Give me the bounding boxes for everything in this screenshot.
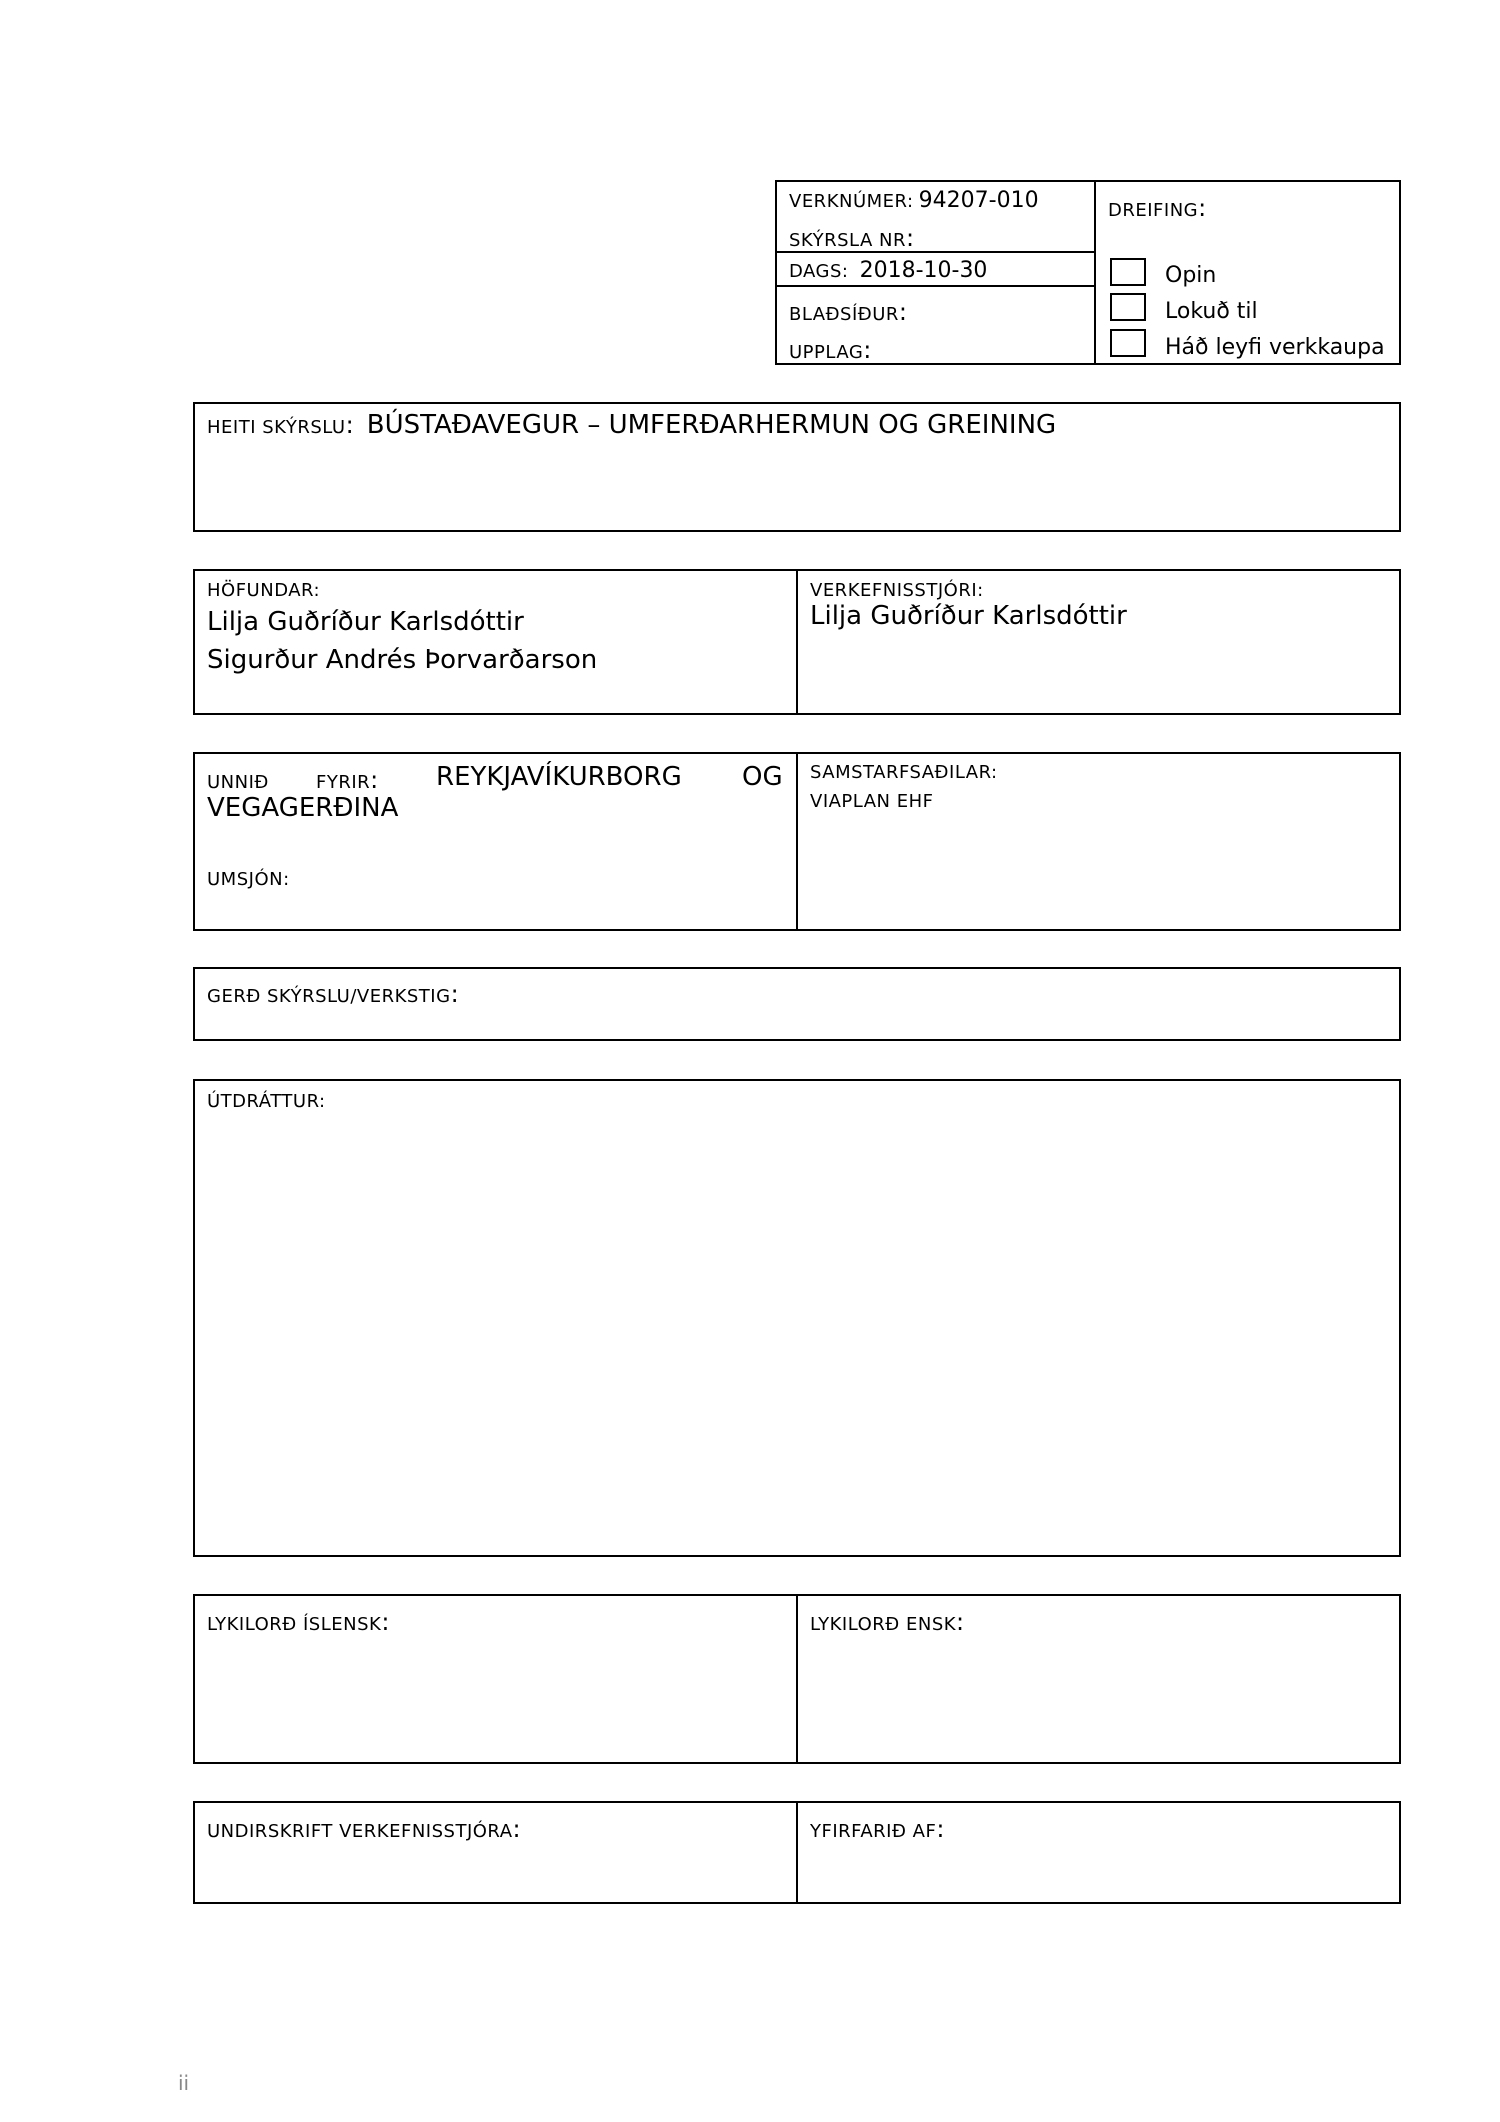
dreifing-opin-label: Opin	[1165, 263, 1217, 288]
report-info-rule-2	[775, 285, 1096, 287]
upplag-row	[789, 336, 871, 364]
authors-divider	[796, 569, 798, 715]
dreifing-colon: :	[1198, 194, 1207, 222]
title-row	[207, 410, 1056, 440]
signature-divider	[796, 1801, 798, 1904]
dreifing-opin-checkbox[interactable]	[1110, 258, 1146, 286]
upplag-label: UPPLAG	[789, 342, 864, 363]
keywords-en-label: LYKILORÐ ENSK	[810, 1614, 957, 1635]
abstract-label: ÚTDRÁTTUR:	[207, 1091, 326, 1112]
skyrsla-nr-row	[789, 224, 914, 252]
samstarfsadilar-label: SAMSTARFSAÐILAR:	[810, 762, 998, 783]
report-type-label: GERÐ SKÝRSLU/VERKSTIG	[207, 986, 451, 1007]
signature-colon: :	[512, 1815, 521, 1843]
fyrir-label-row	[316, 766, 378, 794]
dags-value: 2018-10-30	[859, 258, 988, 283]
skyrsla-nr-colon: :	[905, 224, 915, 252]
report-type-colon: :	[450, 980, 459, 1008]
signature-row	[207, 1815, 521, 1843]
dreifing-label: DREIFING	[1108, 200, 1199, 221]
keywords-is-label: LYKILORÐ ÍSLENSK	[207, 1614, 382, 1635]
dags-row	[789, 258, 987, 283]
upplag-colon: :	[863, 336, 872, 364]
keywords-divider	[796, 1594, 798, 1764]
dreifing-lokud-label: Lokuð til	[1165, 299, 1258, 324]
dags-label: DAGS:	[789, 261, 849, 282]
page-number: ii	[178, 2071, 190, 2095]
skyrsla-nr-label: SKÝRSLA NR	[789, 230, 906, 251]
author-name: Lilja Guðríður Karlsdóttir	[207, 607, 524, 637]
bladsidur-colon: :	[898, 298, 908, 326]
client-name-part: OG	[742, 762, 783, 792]
reviewed-by-colon: :	[936, 1815, 945, 1843]
dreifing-lokud-checkbox[interactable]	[1110, 293, 1146, 321]
dreifing-had-leyfi-label: Háð leyfi verkkaupa	[1165, 335, 1385, 360]
client-name-part: VEGAGERÐINA	[207, 793, 399, 823]
reviewed-by-label: YFIRFARIÐ AF	[810, 1821, 937, 1842]
umsjon-label: UMSJÓN:	[207, 869, 290, 890]
dreifing-row	[1108, 194, 1206, 222]
client-name-part: REYKJAVÍKURBORG	[436, 762, 682, 792]
author-name: Sigurður Andrés Þorvarðarson	[207, 645, 598, 675]
keywords-en-row	[810, 1608, 964, 1636]
report-type-row	[207, 980, 459, 1008]
signature-label: UNDIRSKRIFT VERKEFNISSTJÓRA	[207, 1821, 513, 1842]
keywords-is-row	[207, 1608, 389, 1636]
reviewed-by-row	[810, 1815, 944, 1843]
bladsidur-row	[789, 298, 907, 326]
verknumer-value: 94207-010	[918, 188, 1039, 213]
samstarfsadilar-value: VIAPLAN EHF	[810, 791, 934, 812]
title-colon: :	[345, 411, 354, 439]
bladsidur-label: BLAÐSÍÐUR	[789, 304, 899, 325]
fyrir-label: FYRIR	[316, 772, 371, 793]
report-info-divider	[1094, 180, 1096, 365]
verkefnisstjori-label: VERKEFNISSTJÓRI:	[810, 580, 984, 601]
report-title: BÚSTAÐAVEGUR – UMFERÐARHERMUN OG GREINING	[366, 410, 1057, 440]
verknumer-label: VERKNÚMER:	[789, 191, 914, 212]
fyrir-colon: :	[370, 766, 379, 794]
client-divider	[796, 752, 798, 931]
unnid-label: UNNIÐ	[207, 772, 269, 793]
title-label: HEITI SKÝRSLU	[207, 417, 346, 438]
keywords-is-colon: :	[381, 1608, 390, 1636]
keywords-en-colon: :	[956, 1608, 965, 1636]
verknumer-row	[789, 188, 1039, 213]
dreifing-had-leyfi-checkbox[interactable]	[1110, 329, 1146, 357]
abstract-box	[193, 1079, 1401, 1557]
verkefnisstjori-name: Lilja Guðríður Karlsdóttir	[810, 601, 1127, 631]
hofundar-label: HÖFUNDAR:	[207, 580, 321, 601]
